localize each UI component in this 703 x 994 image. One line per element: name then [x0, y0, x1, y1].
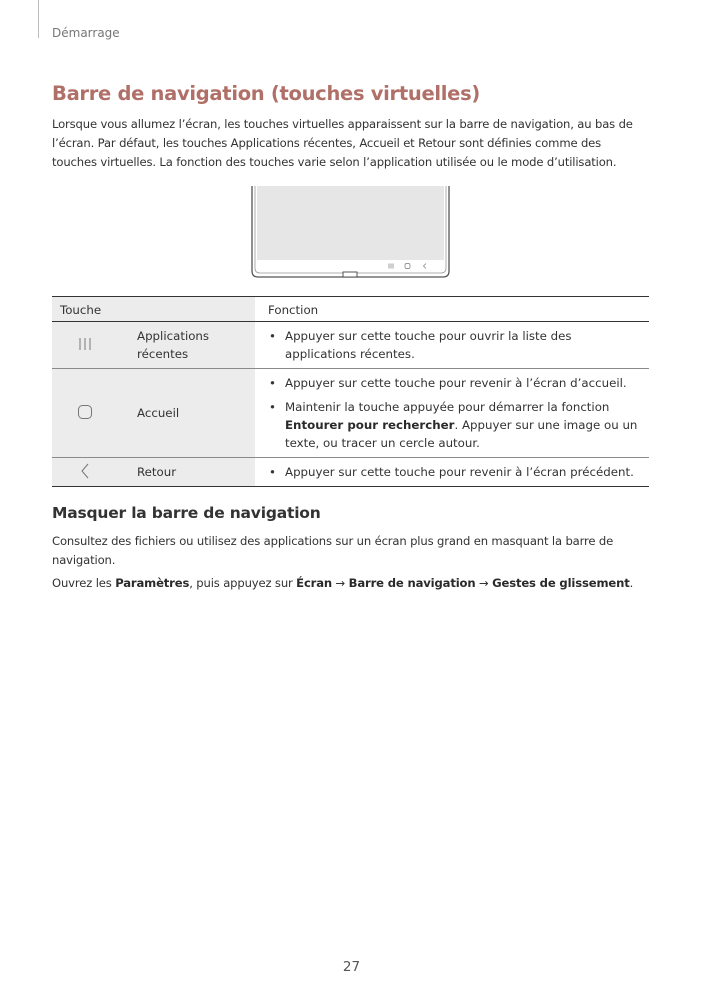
phone-illustration [251, 186, 450, 278]
function-item: • Appuyer sur cette touche pour ouvrir la liste des applications récentes. [267, 327, 641, 363]
table-header-row [52, 297, 649, 322]
function-item: • Appuyer sur cette touche pour revenir à l’écran précédent. [267, 463, 641, 481]
page-number: 27 [342, 959, 361, 975]
table-row [52, 369, 649, 458]
key-function [255, 369, 649, 458]
subsection-title: Masquer la barre de navigation [52, 504, 321, 522]
table-row [52, 322, 649, 369]
navigation-keys-table [52, 296, 649, 487]
key-name: Accueil [117, 369, 255, 458]
navbar-term: Barre de navigation [348, 576, 476, 590]
header-key: Touche [52, 297, 255, 322]
hide-instruction: Ouvrez les Paramètres, puis appuyez sur Écran → Barre de navigation → Gestes de glissement. [52, 576, 634, 590]
key-name: Applications récentes [117, 322, 255, 369]
home-icon [77, 404, 93, 420]
function-item: • Appuyer sur cette touche pour revenir à l’écran d’accueil. [267, 374, 641, 392]
back-icon [79, 463, 91, 479]
screen-term: Écran [296, 576, 333, 590]
corner-rule [38, 0, 39, 38]
key-function [255, 322, 649, 369]
key-name: Retour [117, 458, 255, 487]
page-title: Barre de navigation (touches virtuelles) [52, 82, 480, 105]
intro-paragraph: Lorsque vous allumez l’écran, les touches virtuelles apparaissent sur la barre de navigation, au bas de l’écran. Par défaut, les touches Applications récentes, Accueil et Retour sont définies comme des touches virtuelles. La fonction des touches varie selon l’application utilisée ou le mode d’utilisation. [52, 117, 633, 169]
table-row [52, 458, 649, 487]
header-function: Fonction [255, 297, 649, 322]
section-header: Démarrage [52, 26, 120, 40]
hide-paragraph: Consultez des fichiers ou utilisez des applications sur un écran plus grand en masquant la barre de navigation. [52, 534, 614, 567]
circle-to-search-term: Entourer pour rechercher [285, 418, 455, 432]
key-function [255, 458, 649, 487]
gestures-term: Gestes de glissement [492, 576, 630, 590]
recent-apps-icon [77, 337, 93, 351]
settings-term: Paramètres [115, 576, 190, 590]
function-item: • Maintenir la touche appuyée pour démarrer la fonction Entourer pour rechercher. Appuyer sur une image ou un texte, ou tracer un cercle autour. [267, 398, 641, 452]
